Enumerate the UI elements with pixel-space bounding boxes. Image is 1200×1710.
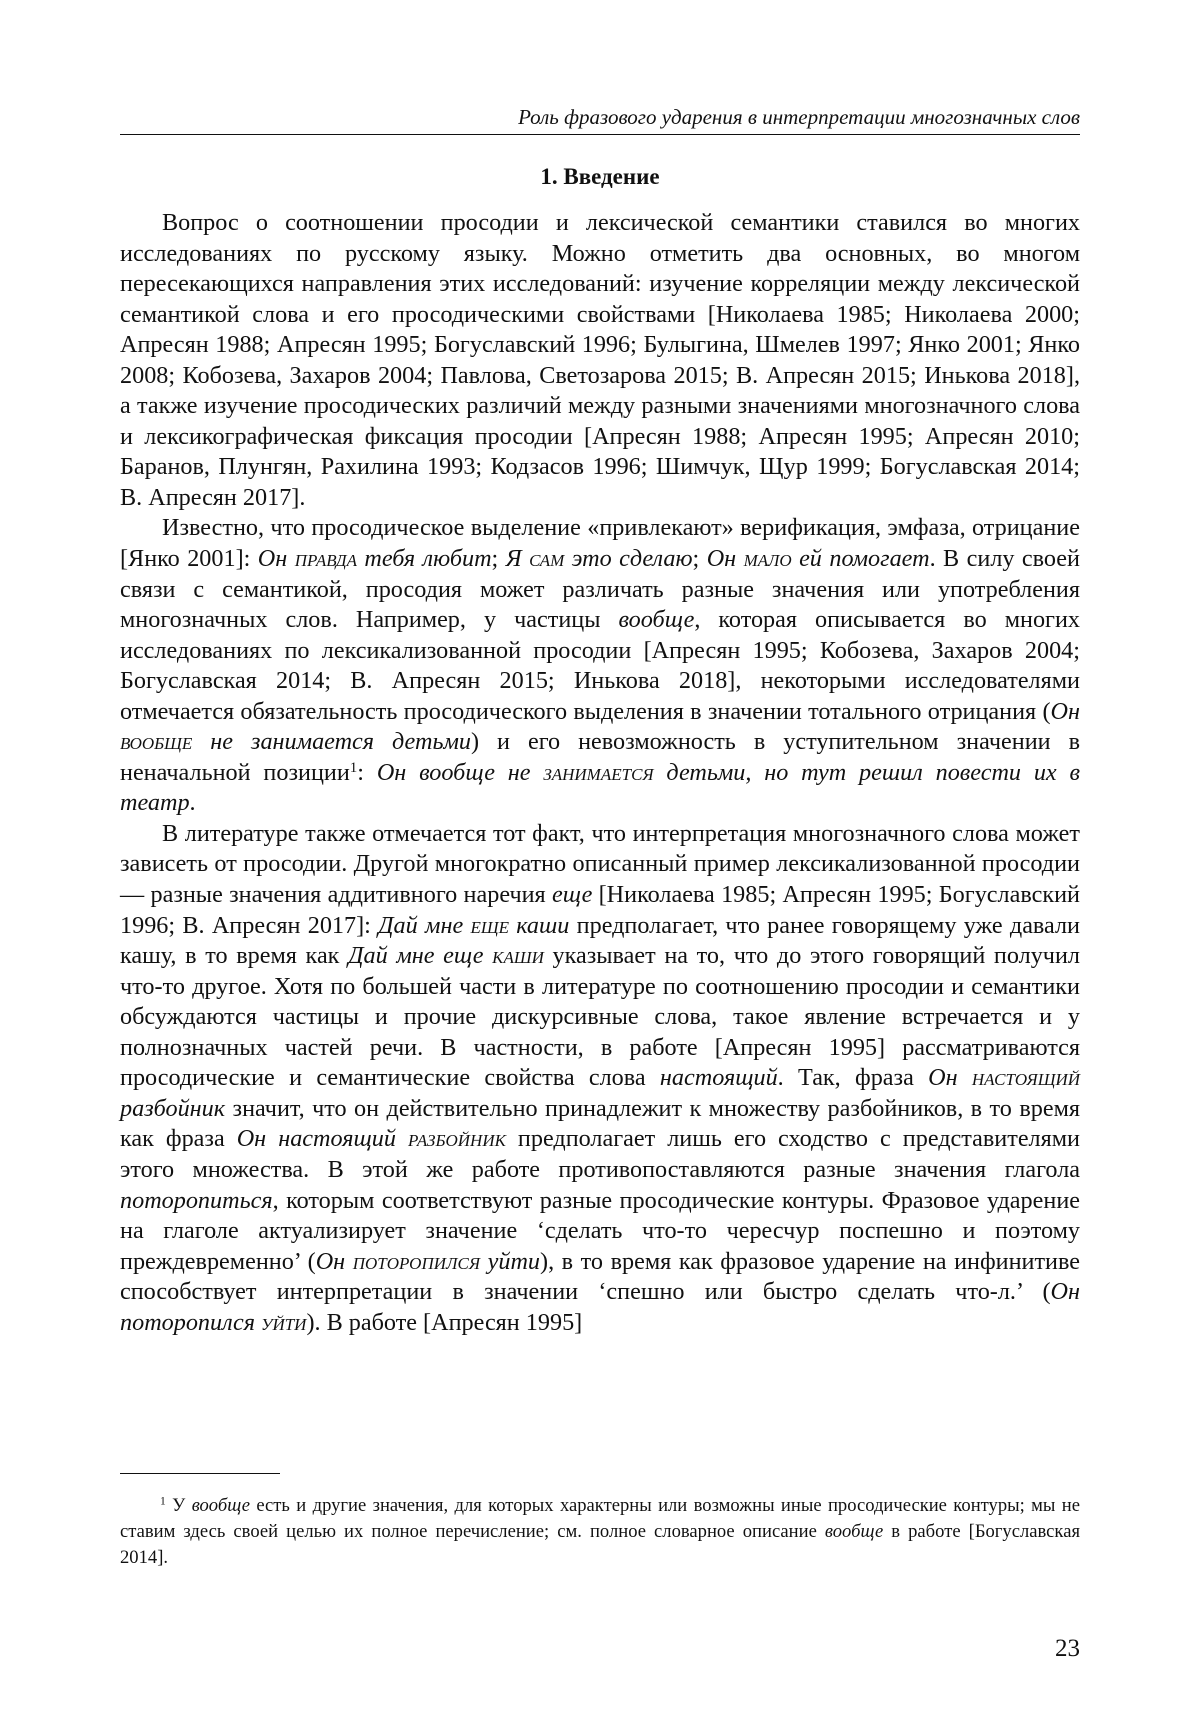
stressed-word: мало <box>743 545 792 573</box>
cited-word: поторопиться <box>120 1186 273 1214</box>
page-number: 23 <box>1055 1635 1080 1662</box>
example-sentence: Он поторопился уйти <box>315 1247 541 1275</box>
footnote-rule <box>120 1473 280 1474</box>
cited-word: вообще <box>824 1521 884 1542</box>
stressed-word: разбойник <box>408 1125 506 1153</box>
stressed-word: еще <box>470 911 509 939</box>
example-sentence: Он поторопился уйти <box>120 1278 1080 1336</box>
header-rule <box>120 134 1080 135</box>
paragraph-2: Известно, что просодическое выделение «привлекают» верификация, эмфаза, отрицание [Янко 2001]: Он правда тебя любит; Я сам это сделаю; Он мало ей помогает. В силу своей связи с семантикой, просодия может различать разные значения или употребления многозначных слов. Например, у частицы вообще, которая описывается во многих исследованиях по лексикализованной просодии [Апресян 1995; Кобозева, Захаров 2004; Богуславская 2014; В. Апресян 2015; Инькова 2018], некоторыми исследователями отмечается обязательность просодического выделения в значении тотального отрицания (Он вообще не занимается детьми) и его невозможность в уступительном значении в неначальной позиции$^1$: Он вообще не занимается детьми, но тут решил повести их в театр. <box>120 514 1080 817</box>
stressed-word: сам <box>529 545 565 573</box>
example-sentence: Дай мне еще каши <box>348 942 544 970</box>
stressed-word: вообще <box>120 728 193 756</box>
footnote-marker[interactable]: 1 <box>349 759 358 776</box>
footnote-number: 1 <box>160 1495 166 1508</box>
stressed-word: настоящий <box>971 1064 1080 1092</box>
example-sentence: Он настоящий разбойник <box>120 1064 1080 1122</box>
example-sentence: Он правда тебя любит <box>257 545 492 573</box>
stressed-word: уйти <box>261 1308 307 1336</box>
example-sentence: Он мало ей помогает <box>706 545 930 573</box>
stressed-word: каши <box>492 942 544 970</box>
body-text <box>120 208 1080 1338</box>
footnote: $^1$ У вообще есть и другие значения, для которых характерны или возможны иные просодические контуры; мы не ставим здесь своей целью их полное перечисление; см. полное словарное описание вообще в работе [Богуславская 2014]. <box>120 1495 1080 1568</box>
example-sentence: Он вообще не занимается детьми, но тут решил повести их в театр <box>120 758 1080 817</box>
example-sentence: Он настоящий разбойник <box>236 1125 506 1153</box>
example-sentence: Дай мне еще каши <box>378 911 570 939</box>
example-sentence: Я сам это сделаю <box>505 545 693 573</box>
paragraph-1: Вопрос о соотношении просодии и лексической семантики ставился во многих исследованиях по русскому языку. Можно отметить два основных, во многом пересекающихся направления этих исследований: изучение корреляции между лексической семантикой слова и его просодическими свойствами [Николаева 1985; Николаева 2000; Апресян 1988; Апресян 1995; Богуславский 1996; Булыгина, Шмелев 1997; Янко 2001; Янко 2008; Кобозева, Захаров 2004; Павлова, Светозарова 2015; В. Апресян 2015; Инькова 2018], а также изучение просодических различий между разными значениями многозначного слова и лексикографическая фиксация просодии [Апресян 1988; Апресян 1995; Апресян 2010; Баранов, Плунгян, Рахилина 1993; Кодзасов 1996; Шимчук, Щур 1999; Богуславская 2014; В. Апресян 2017]. <box>120 209 1080 511</box>
stressed-word: поторопился <box>352 1247 481 1275</box>
cited-word: вообще <box>618 606 695 634</box>
running-head: Роль фразового ударения в интерпретации многозначных слов <box>518 105 1080 129</box>
paragraph-3: В литературе также отмечается тот факт, что интерпретация многозначного слова может зависеть от просодии. Другой многократно описанный пример лексикализованной просодии — разные значения аддитивного наречия еще [Николаева 1985; Апресян 1995; Богуславский 1996; В. Апресян 2017]: Дай мне еще каши предполагает, что ранее говорящему уже давали кашу, в то время как Дай мне еще каши указывает на то, что до этого говорящий получил что-то другое. Хотя по большей части в литературе по соотношению просодии и семантики обсуждаются частицы и прочие дискурсивные слова, такое явление встречается и у полнозначных частей речи. В частности, в работе [Апресян 1995] рассматриваются просодические и семантические свойства слова настоящий. Так, фраза Он настоящий разбойник значит, что он действительно принадлежит к множеству разбойников, в то время как фраза Он настоящий разбойник предполагает лишь его сходство с представителями этого множества. В этой же работе противопоставляются разные значения глагола поторопиться, которым соответствуют разные просодические контуры. Фразовое ударение на глаголе актуализирует значение ‘сделать что-то чересчур поспешно и поэтому преждевременно’ (Он поторопился уйти), в то время как фразовое ударение на инфинитиве способствует интерпретации в значении ‘спешно или быстро сделать что-л.’ (Он поторопился уйти). В работе [Апресян 1995] <box>120 819 1081 1336</box>
cited-word: еще <box>551 881 593 909</box>
cited-word: вообще <box>191 1495 250 1516</box>
stressed-word: занимается <box>543 758 654 786</box>
example-sentence: Он вообще не занимается детьми <box>120 697 1080 756</box>
stressed-word: правда <box>294 545 357 573</box>
section-title: 1. Введение <box>540 164 660 189</box>
cited-word: настоящий <box>659 1064 778 1092</box>
